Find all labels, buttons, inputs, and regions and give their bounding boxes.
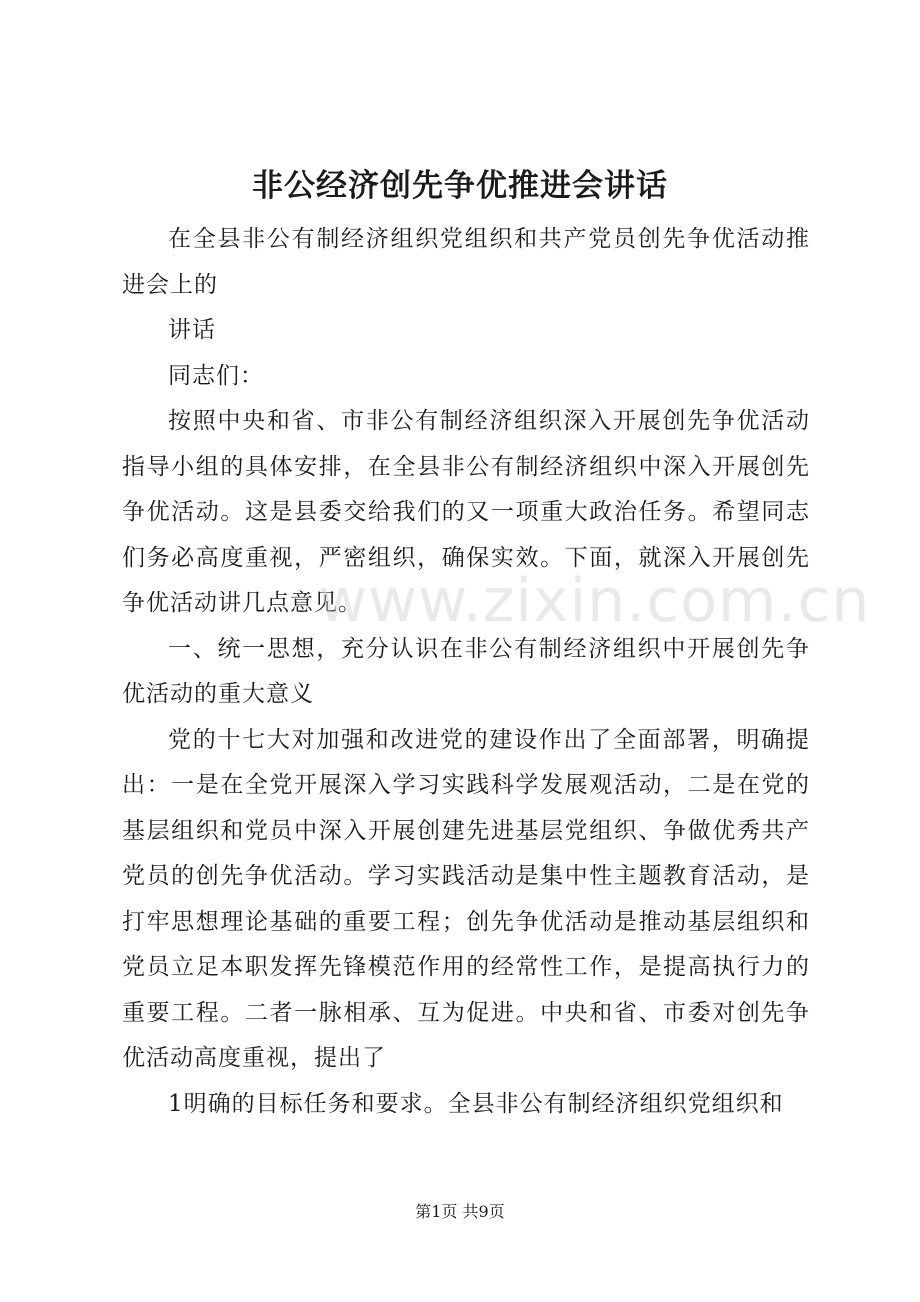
document-body	[122, 217, 810, 1127]
page-footer: 第1页 共9页	[415, 1202, 505, 1221]
paragraph: 在全县非公有制经济组织党组织和共产党员创先争优活动推进会上的	[122, 226, 810, 298]
paragraph: 1明确的目标任务和要求。全县非公有制经济组织党组织和	[168, 1090, 784, 1117]
paragraph: 一、统一思想，充分认识在非公有制经济组织中开展创先争优活动的重大意义	[122, 635, 810, 707]
paragraph: 按照中央和省、市非公有制经济组织深入开展创先争优活动指导小组的具体安排，在全县非公有制经济组织中深入开展创先争优活动。这是县委交给我们的又一项重大政治任务。希望同志们务必高度重视，严密组织，确保实效。下面，就深入开展创先争优活动讲几点意见。	[122, 408, 810, 616]
document-title: 非公经济创先争优推进会讲话	[252, 168, 668, 204]
paragraph: 同志们：	[168, 362, 264, 389]
paragraph: 党的十七大对加强和改进党的建设作出了全面部署，明确提出：一是在全党开展深入学习实践科学发展观活动，二是在党的基层组织和党员中深入开展创建先进基层党组织、争做优秀共产党员的创先争优活动。学习实践活动是集中性主题教育活动，是打牢思想理论基础的重要工程；创先争优活动是推动基层组织和党员立足本职发挥先锋模范作用的经常性工作，是提高执行力的重要工程。二者一脉相承、互为促进。中央和省、市委对创先争优活动高度重视，提出了	[122, 726, 810, 1071]
paragraph: 讲话	[168, 317, 216, 343]
watermark: www.zixin.com.cn	[318, 566, 871, 636]
